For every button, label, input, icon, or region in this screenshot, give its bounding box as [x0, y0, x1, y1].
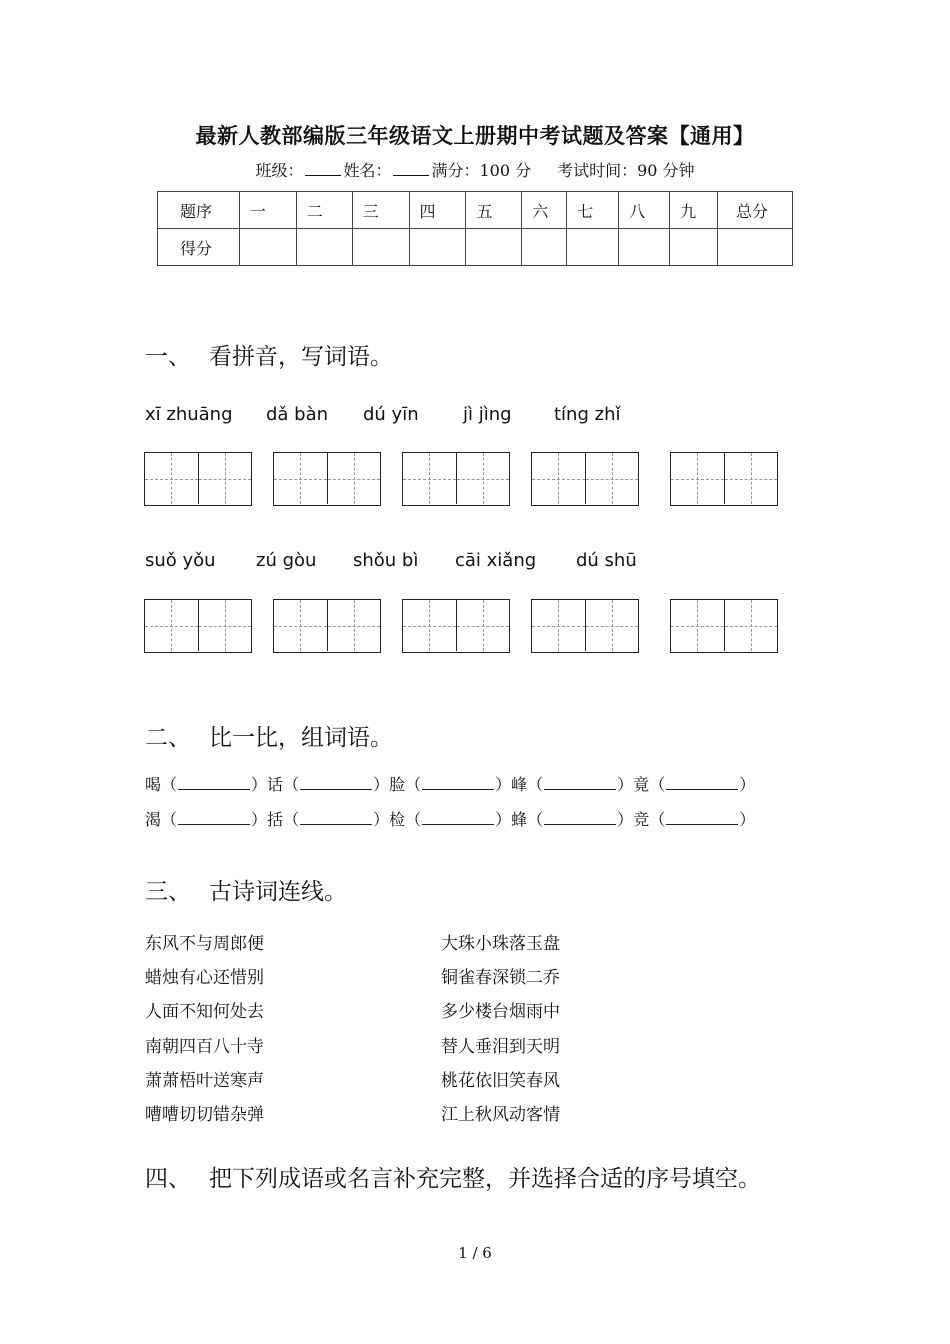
- writing-grid[interactable]: [273, 452, 381, 506]
- paren: （: [527, 810, 544, 829]
- table-cell: 六: [522, 192, 567, 229]
- score-cell[interactable]: [409, 229, 466, 266]
- paren: （: [161, 775, 178, 794]
- answer-blank[interactable]: [422, 777, 494, 790]
- compare-char: 脸: [389, 775, 406, 794]
- answer-blank[interactable]: [300, 812, 372, 825]
- compare-char: 话: [267, 775, 284, 794]
- score-label: 满分：100 分: [431, 161, 532, 180]
- poem-line-left[interactable]: 嘈嘈切切错杂弹: [145, 1105, 264, 1125]
- score-cell[interactable]: [567, 229, 619, 266]
- pinyin-row-1: [145, 404, 845, 428]
- table-cell: 八: [619, 192, 670, 229]
- pinyin-word: dú shū: [576, 550, 637, 571]
- table-cell: 七: [567, 192, 619, 229]
- section-2-heading: [145, 719, 393, 752]
- poem-line-right[interactable]: 多少楼台烟雨中: [441, 1002, 560, 1022]
- answer-blank[interactable]: [666, 812, 738, 825]
- table-cell: 五: [466, 192, 522, 229]
- score-table-score-row: [158, 229, 793, 266]
- paren: ）: [617, 810, 634, 829]
- compare-item: [633, 807, 755, 830]
- class-label: 班级：: [255, 161, 304, 180]
- pinyin-word: dǎ bàn: [266, 404, 329, 425]
- paren: ）: [739, 810, 756, 829]
- paren: ）: [373, 810, 390, 829]
- section-number: 二、: [145, 725, 191, 751]
- score-cell[interactable]: [466, 229, 522, 266]
- compare-item: [145, 807, 267, 830]
- document-title: 最新人教部编版三年级语文上册期中考试题及答案【通用】: [195, 123, 755, 148]
- section-title: 古诗词连线。: [209, 879, 347, 905]
- page-number: 1 / 6: [458, 1244, 492, 1262]
- paren: ）: [739, 775, 756, 794]
- pinyin-row-2: [145, 550, 845, 574]
- compare-item: [389, 772, 511, 795]
- poem-line-left[interactable]: 人面不知何处去: [145, 1002, 264, 1022]
- section-4-heading: [145, 1160, 761, 1193]
- compare-char: 竞: [633, 810, 650, 829]
- pinyin-word: suǒ yǒu: [145, 550, 216, 571]
- section-number: 三、: [145, 879, 191, 905]
- section-1-heading: [145, 338, 393, 371]
- compare-item: [145, 772, 267, 795]
- writing-grid[interactable]: [670, 452, 778, 506]
- compare-char: 检: [389, 810, 406, 829]
- compare-char: 峰: [511, 775, 528, 794]
- paren: ）: [373, 775, 390, 794]
- paren: ）: [495, 775, 512, 794]
- compare-item: [389, 807, 511, 830]
- compare-char: 蜂: [511, 810, 528, 829]
- compare-item: [633, 772, 755, 795]
- section-number: 四、: [145, 1166, 191, 1192]
- writing-grid[interactable]: [402, 599, 510, 653]
- section-3-heading: [145, 873, 347, 906]
- pinyin-word: dú yīn: [363, 404, 419, 425]
- score-cell[interactable]: [522, 229, 567, 266]
- paren: （: [283, 810, 300, 829]
- score-cell[interactable]: [239, 229, 296, 266]
- class-blank[interactable]: [305, 161, 341, 176]
- compare-item: [511, 772, 633, 795]
- writing-grid[interactable]: [531, 452, 639, 506]
- poem-line-right[interactable]: 铜雀春深锁二乔: [441, 968, 560, 988]
- table-cell: 二: [296, 192, 352, 229]
- pinyin-word: jì jìng: [463, 404, 512, 425]
- answer-blank[interactable]: [666, 777, 738, 790]
- answer-blank[interactable]: [178, 812, 250, 825]
- poem-line-right[interactable]: 桃花依旧笑春风: [441, 1071, 560, 1091]
- paren: ）: [251, 810, 268, 829]
- paren: （: [405, 810, 422, 829]
- writing-grid[interactable]: [670, 599, 778, 653]
- poem-line-left[interactable]: 南朝四百八十寺: [145, 1037, 264, 1057]
- table-cell: 九: [670, 192, 718, 229]
- section-title: 比一比，组词语。: [209, 725, 393, 751]
- paren: （: [161, 810, 178, 829]
- poem-line-right[interactable]: 替人垂泪到天明: [441, 1037, 560, 1057]
- compare-item: [267, 772, 389, 795]
- paren: （: [527, 775, 544, 794]
- answer-blank[interactable]: [300, 777, 372, 790]
- pinyin-word: cāi xiǎng: [455, 550, 537, 571]
- poem-line-left[interactable]: 萧萧梧叶送寒声: [145, 1071, 264, 1091]
- writing-grid[interactable]: [144, 599, 252, 653]
- compare-row-1: [145, 772, 755, 795]
- pinyin-word: tíng zhǐ: [554, 404, 621, 425]
- exam-meta: [0, 158, 950, 181]
- poem-line-right[interactable]: 大珠小珠落玉盘: [441, 934, 560, 954]
- answer-blank[interactable]: [422, 812, 494, 825]
- poem-line-right[interactable]: 江上秋风动客情: [441, 1105, 560, 1125]
- pinyin-word: zú gòu: [256, 550, 317, 571]
- table-cell: 得分: [158, 229, 240, 266]
- paren: ）: [495, 810, 512, 829]
- poem-line-left[interactable]: 东风不与周郎便: [145, 934, 264, 954]
- table-cell: 一: [239, 192, 296, 229]
- name-label: 姓名：: [343, 161, 392, 180]
- compare-item: [511, 807, 633, 830]
- answer-blank[interactable]: [544, 812, 616, 825]
- compare-char: 渴: [145, 810, 162, 829]
- score-cell[interactable]: [670, 229, 718, 266]
- compare-item: [267, 807, 389, 830]
- score-table-header-row: [158, 192, 793, 229]
- score-cell[interactable]: [718, 229, 793, 266]
- score-table: [157, 191, 793, 266]
- answer-blank[interactable]: [544, 777, 616, 790]
- compare-char: 喝: [145, 775, 162, 794]
- paren: （: [649, 775, 666, 794]
- paren: （: [283, 775, 300, 794]
- writing-grid[interactable]: [273, 599, 381, 653]
- answer-blank[interactable]: [178, 777, 250, 790]
- table-cell: 题序: [158, 192, 240, 229]
- paren: ）: [617, 775, 634, 794]
- writing-grid[interactable]: [402, 452, 510, 506]
- pinyin-word: shǒu bì: [353, 550, 419, 571]
- compare-row-2: [145, 807, 755, 830]
- section-title: 看拼音，写词语。: [209, 344, 393, 370]
- table-cell: 三: [352, 192, 409, 229]
- table-cell: 总分: [718, 192, 793, 229]
- compare-char: 括: [267, 810, 284, 829]
- paren: （: [649, 810, 666, 829]
- name-blank[interactable]: [393, 161, 429, 176]
- time-label: 考试时间：90 分钟: [557, 161, 695, 180]
- score-cell[interactable]: [296, 229, 352, 266]
- compare-char: 竟: [633, 775, 650, 794]
- writing-grid[interactable]: [144, 452, 252, 506]
- table-cell: 四: [409, 192, 466, 229]
- poem-line-left[interactable]: 蜡烛有心还惜别: [145, 968, 264, 988]
- section-title: 把下列成语或名言补充完整，并选择合适的序号填空。: [209, 1166, 761, 1192]
- writing-grid[interactable]: [531, 599, 639, 653]
- paren: ）: [251, 775, 268, 794]
- score-cell[interactable]: [619, 229, 670, 266]
- section-number: 一、: [145, 344, 191, 370]
- score-cell[interactable]: [352, 229, 409, 266]
- pinyin-word: xī zhuāng: [145, 404, 233, 425]
- paren: （: [405, 775, 422, 794]
